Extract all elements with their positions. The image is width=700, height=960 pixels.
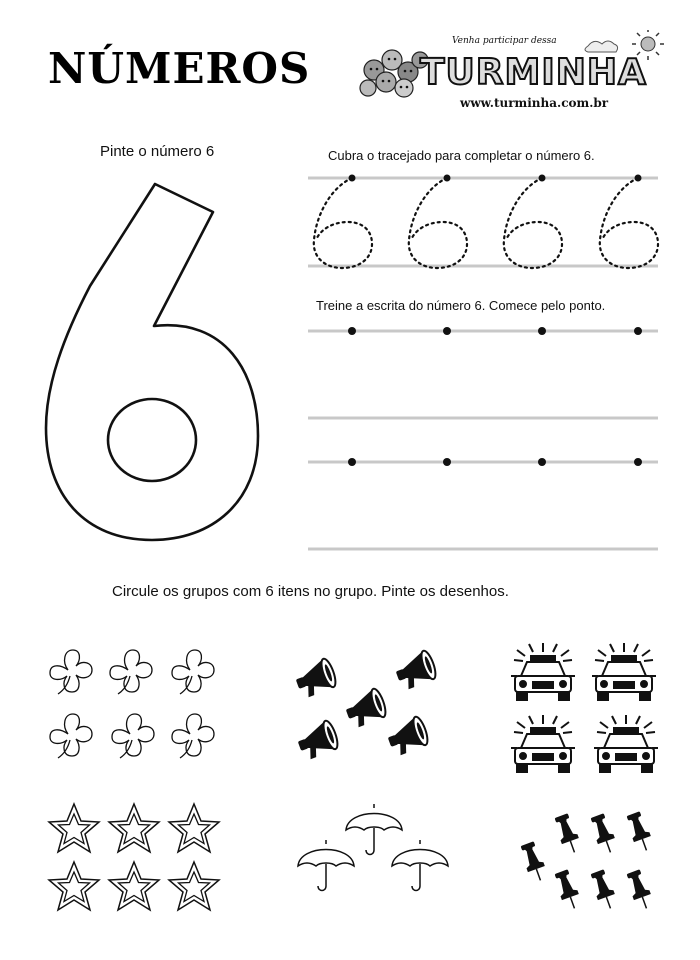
police-car-icon (592, 643, 656, 700)
traced-six-4[interactable] (600, 175, 658, 269)
star-icon (109, 804, 159, 852)
megaphone-icon (342, 687, 388, 729)
clover-icon (50, 650, 92, 694)
pushpin-icon (625, 869, 655, 912)
clover-icon (110, 650, 152, 694)
logo-tagline: Venha participar dessa (452, 36, 557, 46)
umbrella-icon (392, 840, 448, 891)
circle-instruction: Circule os grupos com 6 itens no grupo. Pinte os desenhos. (112, 583, 509, 600)
train-instruction: Treine a escrita do número 6. Comece pelo ponto. (316, 298, 606, 313)
group-pushpins[interactable] (519, 811, 655, 912)
police-car-icon (594, 715, 658, 772)
star-icon (169, 862, 219, 910)
pushpin-icon (553, 869, 583, 912)
umbrella-icon (298, 840, 354, 891)
star-icon (169, 804, 219, 852)
page-title: NÚMEROS (48, 44, 311, 93)
group-clovers[interactable] (50, 650, 214, 758)
clover-icon (112, 714, 154, 758)
clover-icon (172, 714, 214, 758)
clover-icon (50, 714, 92, 758)
group-umbrellas[interactable] (298, 804, 448, 891)
megaphone-icon (392, 649, 438, 691)
traced-six-3[interactable] (504, 175, 562, 269)
umbrella-icon (346, 804, 402, 855)
group-police-cars[interactable] (511, 643, 658, 772)
police-car-icon (511, 715, 575, 772)
logo-brand: TURMINHA (420, 52, 647, 93)
star-icon (49, 862, 99, 910)
group-megaphones[interactable] (292, 649, 438, 761)
megaphone-icon (384, 715, 430, 757)
pushpin-icon (553, 813, 583, 856)
pushpin-icon (589, 813, 619, 856)
star-icon (109, 862, 159, 910)
paint-instruction: Pinte o número 6 (100, 143, 215, 160)
trace-instruction: Cubra o tracejado para completar o número 6. (328, 148, 595, 163)
group-stars[interactable] (49, 804, 219, 910)
traced-six-2[interactable] (409, 175, 467, 269)
megaphone-icon (292, 657, 338, 699)
logo-url[interactable]: www.turminha.com.br (460, 96, 609, 110)
police-car-icon (511, 643, 575, 700)
pushpin-icon (589, 869, 619, 912)
big-number-six-icon[interactable] (46, 184, 258, 540)
traced-six-1[interactable] (314, 175, 372, 269)
clover-icon (172, 650, 214, 694)
star-icon (49, 804, 99, 852)
megaphone-icon (294, 719, 340, 761)
pushpin-icon (519, 841, 549, 884)
trace-guide-lines (308, 178, 658, 266)
writing-lines (308, 331, 658, 549)
pushpin-icon (625, 811, 655, 854)
start-dots (348, 327, 642, 466)
